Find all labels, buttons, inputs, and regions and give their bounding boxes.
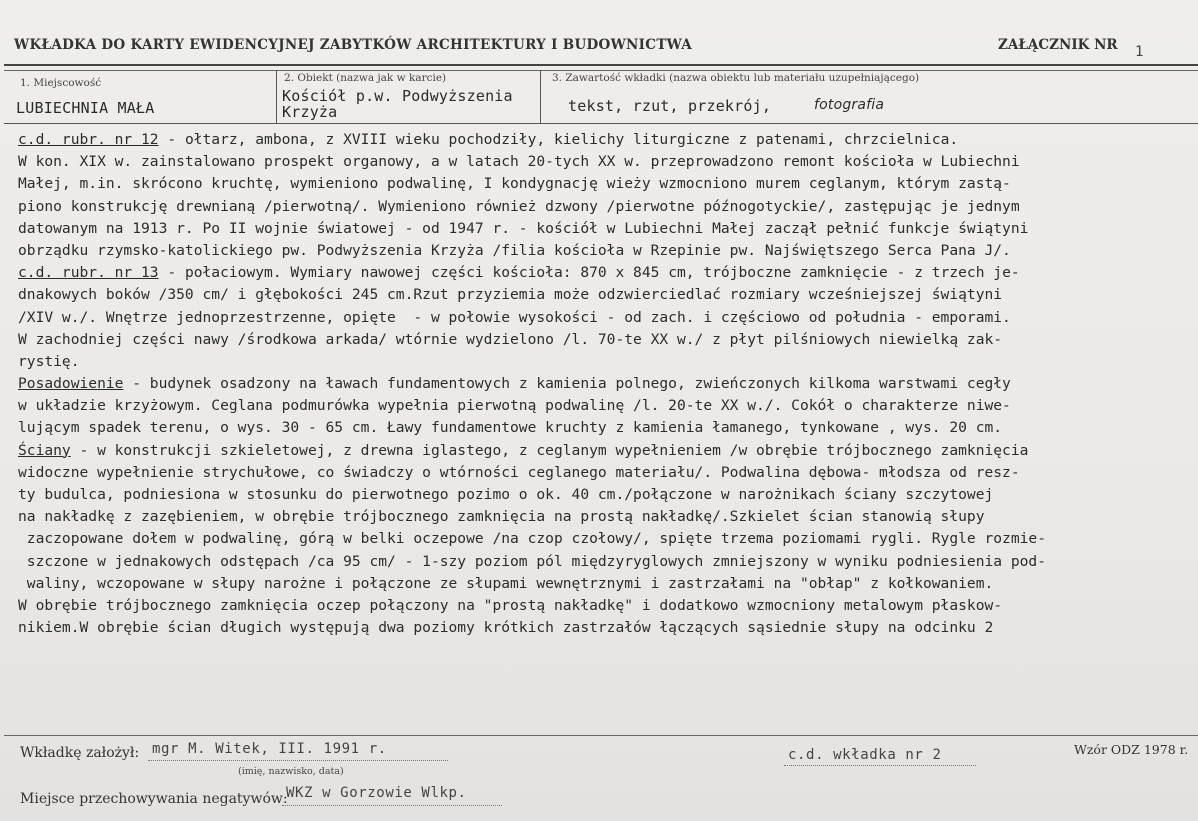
continuation-note: c.d. wkładka nr 2 xyxy=(788,747,942,763)
place-label: 1. Miejscowość xyxy=(20,77,102,89)
author-value: mgr M. Witek, III. 1991 r. xyxy=(152,741,387,757)
text-line: /XIV w./. Wnętrze jednoprzestrzenne, opięte - w połowie wysokości - od zach. i częściowo od południa - emporami. xyxy=(18,308,1011,326)
body-text xyxy=(18,129,1190,639)
object-value-line2: Krzyża xyxy=(282,103,338,121)
text-line: W obrębie trójbocznego zamknięcia oczep połączony na "prostą nakładkę" i dodatkowo wzmocniony metalowym płaskow- xyxy=(18,596,1003,614)
text-line: W zachodniej części nawy /środkowa arkada/ wtórnie wydzielono /l. 70-te XX w./ z płyt pilśniowych niewielką zak- xyxy=(18,330,1003,348)
text-line: ty budulca, podniesiona w stosunku do pierwotnego pozimo o ok. 40 cm./połączone w narożnikach ściany szczytowej xyxy=(18,486,994,503)
text-line: nikiem.W obrębie ścian długich występują dwa poziomy krótkich zastrzałów łączących sąsiednie słupy na odcinku 2 xyxy=(18,619,994,637)
text-line: lującym spadek terenu, o wys. 30 - 65 cm. Ławy fundamentowe kruchty z kamienia łamanego, tynkowane , wys. 20 cm. xyxy=(18,419,1003,437)
text-line: piono konstrukcję drewnianą /pierwotną/. Wymieniono również dzwony /pierwotne późnogotyckie/, zastępując je jednym xyxy=(18,197,1020,215)
object-value-line1: Kościół p.w. Podwyższenia xyxy=(282,87,513,105)
section-ref: c.d. rubr. nr 13 xyxy=(18,264,159,282)
author-hint: (imię, nazwisko, data) xyxy=(238,766,344,777)
field-divider-2 xyxy=(540,70,541,124)
header-rule xyxy=(4,64,1198,66)
place-value: LUBIECHNIA MAŁA xyxy=(16,99,155,117)
negatives-dotted-line xyxy=(282,805,502,806)
content-value-handwritten: fotografia xyxy=(814,97,885,113)
text-line-content: - w konstrukcji szkieletowej, z drewna iglastego, z ceglanym wypełnieniem /w obrębie trójbocznego zamknięcia xyxy=(70,441,1029,459)
text-line xyxy=(18,262,1190,284)
section-ref: c.d. rubr. nr 12 xyxy=(18,131,159,148)
text-line: W kon. XIX w. zainstalowano prospekt organowy, a w latach 20-tych XX w. przeprowadzono remont kościoła w Lubiechni xyxy=(18,153,1020,171)
text-line: widoczne wypełnienie strychułowe, co świadczy o wtórności ceglanego materiału/. Podwalina dębowa- młodsza od resz- xyxy=(18,463,1020,481)
content-label: 3. Zawartość wkładki (nazwa obiektu lub materiału uzupełniającego) xyxy=(552,72,920,84)
continuation-dotted-line xyxy=(784,765,976,766)
text-line xyxy=(18,129,1190,151)
text-line-content: - ołtarz, ambona, z XVIII wieku pochodziły, kielichy liturgiczne z patenami, chrzcielnica. xyxy=(158,131,959,148)
text-line: zaczopowane dołem w podwalinę, górą w belki oczepowe /na czop czołowy/, spięte trzema poziomami rygli. Rygle rozmie- xyxy=(18,530,1046,548)
attachment-number: 1 xyxy=(1135,44,1144,60)
text-line: w układzie krzyżowym. Ceglana podmurówka wypełnia pierwotną podwalinę /l. 20-te XX w./. Cokół o charakterze niwe- xyxy=(18,397,1011,415)
author-dotted-line xyxy=(148,760,448,761)
text-line: na nakładkę z zazębieniem, w obrębie trójbocznego zamknięcia na prostą nakładkę/.Szkielet ścian stanowią słupy xyxy=(18,508,985,526)
text-line: rystię. xyxy=(18,352,80,370)
text-line: dnakowych boków /350 cm/ i głębokości 245 cm.Rzut przyziemia może odzwierciedlać rozmiary wcześniejszej świątyni xyxy=(18,286,1003,304)
footer-rule xyxy=(4,735,1198,736)
section-ref: Posadowienie xyxy=(18,375,124,393)
template-label: Wzór ODZ 1978 r. xyxy=(1074,742,1189,757)
field-divider-1 xyxy=(276,70,277,124)
author-label: Wkładkę założył: xyxy=(20,745,140,761)
document-title: WKŁADKA DO KARTY EWIDENCYJNEJ ZABYTKÓW ARCHITEKTURY I BUDOWNICTWA xyxy=(14,37,693,53)
text-line-content: - połaciowym. Wymiary nawowej części kościoła: 870 x 845 cm, trójboczne zamknięcie - z trzech je- xyxy=(158,264,1020,282)
object-label: 2. Obiekt (nazwa jak w karcie) xyxy=(284,72,447,84)
section-ref: Ściany xyxy=(18,441,71,459)
attachment-label: ZAŁĄCZNIK NR xyxy=(998,37,1118,53)
text-line xyxy=(18,373,1190,395)
header-rule-secondary xyxy=(4,70,1198,71)
text-line: Małej, m.in. skrócono kruchtę, wymieniono podwalinę, I kondygnację wieży wzmocniono murem ceglanym, którym zastą- xyxy=(18,175,1011,193)
negatives-value: WKZ w Gorzowie Wlkp. xyxy=(286,785,467,801)
fields-rule xyxy=(4,123,1198,124)
text-line xyxy=(18,440,1190,462)
text-line: obrządku rzymsko-katolickiego pw. Podwyższenia Krzyża /filia kościoła w Rzepinie pw. Najświętszego Serca Pana J/. xyxy=(18,241,1011,259)
text-line-content: - budynek osadzony na ławach fundamentowych z kamienia polnego, zwieńczonych kilkoma warstwami cegły xyxy=(123,375,1011,393)
content-value: tekst, rzut, przekrój, xyxy=(568,97,772,115)
negatives-label: Miejsce przechowywania negatywów: xyxy=(20,791,288,807)
text-line: datowanym na 1913 r. Po II wojnie światowej - od 1947 r. - kościół w Lubiechni Małej zaczął pełnić funkcje świątyni xyxy=(18,219,1029,237)
text-line: szczone w jednakowych odstępach /ca 95 cm/ - 1-szy poziom pól międzyryglowych zmniejszony w wyniku podniesienia pod- xyxy=(18,552,1046,570)
text-line: waliny, wczopowane w słupy narożne i połączone ze słupami wewnętrznymi i zastrzałami na "obłap" z kołkowaniem. xyxy=(18,574,994,592)
